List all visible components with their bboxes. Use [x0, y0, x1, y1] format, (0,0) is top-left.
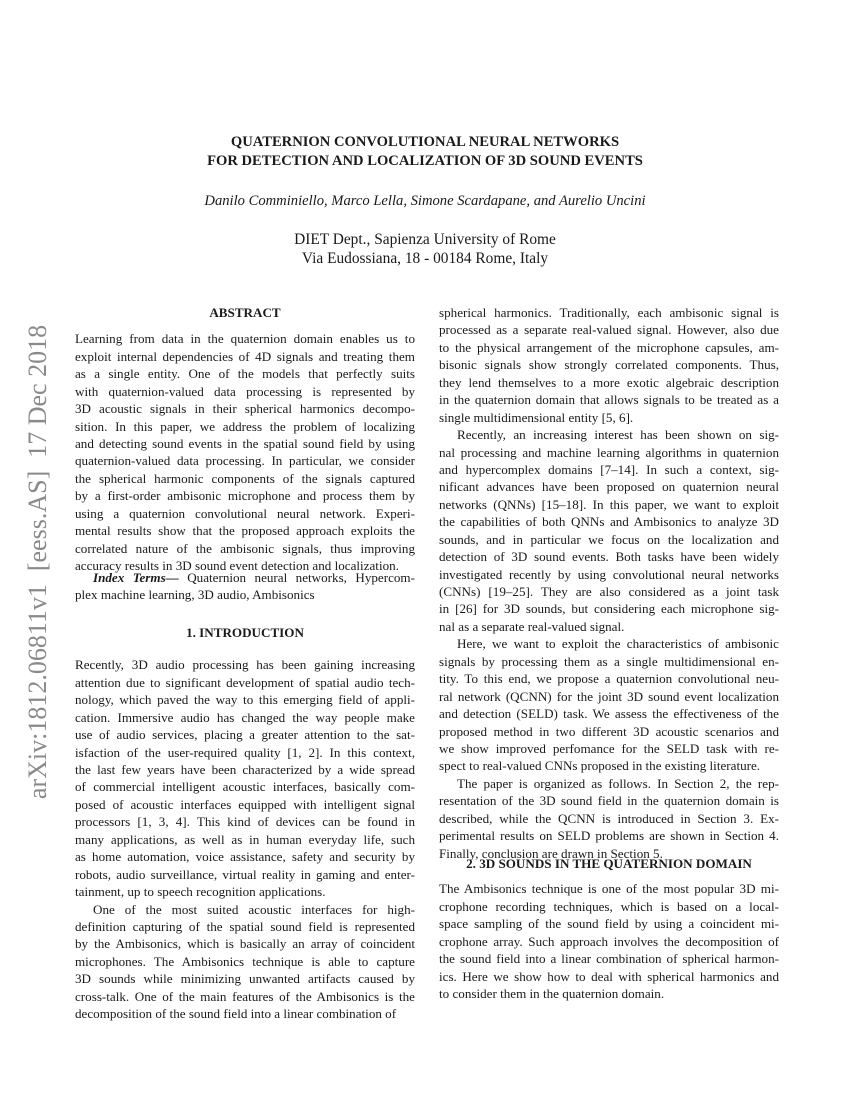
text-line: crophone recording techniques, which is based on a local-: [439, 898, 779, 914]
index-terms-label: Index Terms—: [93, 570, 179, 585]
text-line: by a first-order ambisonic microphone and process them by: [75, 488, 415, 504]
text-line: proposed method in two different 3D acoustic scenarios and: [439, 723, 779, 739]
text-line: space sampling of the sound field by using a coincident mi-: [439, 916, 779, 932]
text-line: cross-talk. One of the main features of the Ambisonics is the: [75, 988, 415, 1004]
text-line: of commercial intelligent acoustic interfaces, basically com-: [75, 779, 415, 795]
text-line: described, while the QCNN is introduced in Section 3. Ex-: [439, 810, 779, 826]
authors: Danilo Comminiello, Marco Lella, Simone Scardapane, and Aurelio Uncini: [204, 193, 646, 209]
text-line: and hypercomplex domains [7–14]. In such a context, sig-: [439, 461, 779, 477]
text-line: in the quaternion domain that allows signals to be treated as a: [439, 392, 779, 408]
introduction-section: [75, 624, 415, 1023]
index-terms: [75, 569, 415, 604]
text-line: cation. Immersive audio has changed the way people make: [75, 709, 415, 725]
text-line: Here, we want to exploit the characteristics of ambisonic: [457, 636, 779, 652]
abstract-body: [75, 330, 415, 574]
text-line: accuracy results in 3D sound event detection and localization.: [75, 558, 399, 574]
arxiv-identifier-stamp: arXiv:1812.06811v1 [eess.AS] 17 Dec 2018: [23, 324, 52, 800]
text-line: spherical harmonics. Traditionally, each ambisonic signal is: [439, 305, 779, 320]
text-line: The Ambisonics technique is one of the most popular 3D mi-: [439, 881, 779, 897]
text-line: nificant advances have been proposed on quaternion neural: [439, 479, 779, 495]
paragraph: [439, 880, 779, 1002]
text-line: use of audio services, placing a greater attention to the sat-: [75, 727, 415, 743]
text-line: many applications, as well as in human everyday life, such: [75, 831, 415, 847]
text-line: ral network (QCNN) for the joint 3D sound event localization: [439, 688, 779, 704]
text-line: quaternion-valued data processing. In particular, we consider: [75, 453, 415, 469]
text-line: One of the most suited acoustic interfaces for high-: [93, 901, 415, 917]
text-line: The paper is organized as follows. In Section 2, the rep-: [457, 775, 779, 791]
section-2-heading: 2. 3D SOUNDS IN THE QUATERNION DOMAIN: [466, 856, 752, 871]
text-line: robots, audio surveillance, virtual reality in gaming and enter-: [75, 866, 415, 882]
text-line: as a single entity. One of the models that perfectly suits: [75, 366, 415, 382]
text-line: detection of 3D sound events. Both tasks have been widely: [439, 549, 779, 565]
index-terms-text: Quaternion neural networks, Hypercom-: [187, 570, 415, 585]
title-line: QUATERNION CONVOLUTIONAL NEURAL NETWORKS: [230, 134, 620, 150]
affiliation: [0, 230, 850, 268]
text-line: 3D acoustic signals in their spherical harmonics decompo-: [75, 401, 415, 417]
text-line: and detecting sound events in the spatial sound field by using: [75, 436, 415, 452]
text-line: the last few years have been characterized by a wide spread: [75, 762, 415, 778]
text-line: processed as a separate real-valued signal. However, also due: [439, 322, 779, 338]
text-line: we show improved perfomance for the SELD task with re-: [439, 740, 779, 756]
text-line: Finally, conclusion are drawn in Section 5.: [439, 845, 663, 861]
text-line: microphones. The Ambisonics technique is able to capture: [75, 953, 415, 969]
text-line: the sound field into a linear combination of spherical harmon-: [439, 951, 779, 967]
index-terms-line: [75, 569, 415, 586]
paragraph: [75, 330, 415, 574]
paragraph: [75, 656, 415, 900]
text-line: and detection (SELD) task. We assess the effectiveness of the: [439, 706, 779, 722]
text-line: to consider them in the quaternion domain.: [439, 986, 665, 1002]
title-line: FOR DETECTION AND LOCALIZATION OF 3D SOUND EVENTS: [207, 152, 643, 169]
abstract-heading: ABSTRACT: [209, 305, 281, 320]
text-line: networks (QNNs) [15–18]. In this paper, we want to exploit: [439, 496, 779, 512]
index-terms-line: plex machine learning, 3D audio, Ambisonics: [75, 587, 315, 603]
text-line: as home automation, voice assistance, safety and security by: [75, 849, 415, 865]
text-line: sounds, and in particular we focus on the localization and: [439, 531, 779, 547]
introduction-heading: 1. INTRODUCTION: [186, 625, 304, 640]
text-line: exploit internal dependencies of 4D signals and treating them: [75, 348, 415, 364]
text-line: single multidimensional entity [5, 6].: [439, 409, 634, 425]
text-line: the spherical harmonic components of the signals captured: [75, 470, 415, 486]
paragraph: [75, 901, 415, 1023]
text-line: attention due to significant development of spatial audio tech-: [75, 674, 415, 690]
abstract-section: [75, 304, 415, 575]
text-line: bisonic signals show strongly correlated components. Thus,: [439, 357, 779, 373]
text-line: correlated nature of the ambisonic signals, thus improving: [75, 540, 415, 556]
section-2: [439, 855, 779, 1002]
paragraph: [439, 775, 779, 862]
text-line: Recently, an increasing interest has been shown on sig-: [457, 427, 779, 443]
text-line: tity. To this end, we propose a quaternion convolutional neu-: [439, 671, 779, 687]
introduction-body: [75, 656, 415, 1022]
text-line: crophone array. Such approach involves the decomposition of: [439, 933, 779, 949]
text-line: perimental results on SELD problems are shown in Section 4.: [439, 828, 779, 844]
paper-title: [0, 133, 850, 170]
paragraph: [439, 426, 779, 635]
text-line: the capabilities of both QNNs and Ambisonics to analyze 3D: [439, 514, 779, 530]
text-line: 3D sounds while minimizing unwanted artifacts caused by: [75, 971, 415, 987]
text-line: investigated recently by using convolutional neural networks: [439, 566, 779, 582]
text-line: resentation of the 3D sound field in the quaternion domain is: [439, 793, 779, 809]
paragraph: [439, 635, 779, 775]
text-line: spect to real-valued CNNs proposed in the existing literature.: [439, 758, 761, 774]
affiliation-line: Via Eudossiana, 18 - 00184 Rome, Italy: [301, 250, 549, 267]
text-line: Recently, 3D audio processing has been gaining increasing: [75, 657, 415, 673]
section-2-body: [439, 880, 779, 1002]
text-line: nal processing and machine learning algorithms in quaternion: [439, 444, 779, 460]
text-line: processors [1, 3, 4]. This kind of devices can be found in: [75, 814, 415, 830]
text-line: sition. In this paper, we address the problem of localizing: [75, 418, 415, 434]
introduction-continued: [439, 304, 779, 862]
text-line: to the physical arrangement of the microphone capsules, am-: [439, 339, 779, 355]
text-line: (CNNs) [19–25]. They are also considered as a joint task: [439, 584, 779, 599]
text-line: definition capturing of the spatial sound field is represented: [75, 918, 415, 934]
text-line: signals by processing them as a single multidimensional en-: [439, 653, 779, 669]
text-line: by the Ambisonics, which is basically an array of coincident: [75, 936, 415, 952]
text-line: using a quaternion convolutional neural network. Experi-: [75, 505, 415, 521]
text-line: decomposition of the sound field into a linear combination of: [75, 1006, 397, 1022]
text-line: in [26] for 3D sounds, but considering each microphone sig-: [439, 601, 779, 617]
text-line: ics. Here we show how to deal with spherical harmonics and: [439, 968, 779, 984]
paragraph: [439, 304, 779, 426]
text-line: they lend themselves to a more exotic algebraic description: [439, 374, 779, 390]
text-line: nology, which paved the way to this emerging field of appli-: [75, 692, 415, 708]
affiliation-line: DIET Dept., Sapienza University of Rome: [294, 231, 556, 248]
text-line: tainment, up to speech recognition applications.: [75, 884, 326, 900]
text-line: with quaternion-valued data processing is represented by: [75, 383, 415, 399]
text-line: mental results show that the proposed approach exploits the: [75, 523, 415, 539]
text-line: Learning from data in the quaternion domain enables us to: [75, 331, 415, 347]
text-line: nal as a separate real-valued signal.: [439, 618, 625, 634]
text-line: posed of acoustic interfaces equipped with intelligent signal: [75, 796, 415, 812]
text-line: isfaction of the user-required quality [1, 2]. In this context,: [75, 744, 415, 760]
